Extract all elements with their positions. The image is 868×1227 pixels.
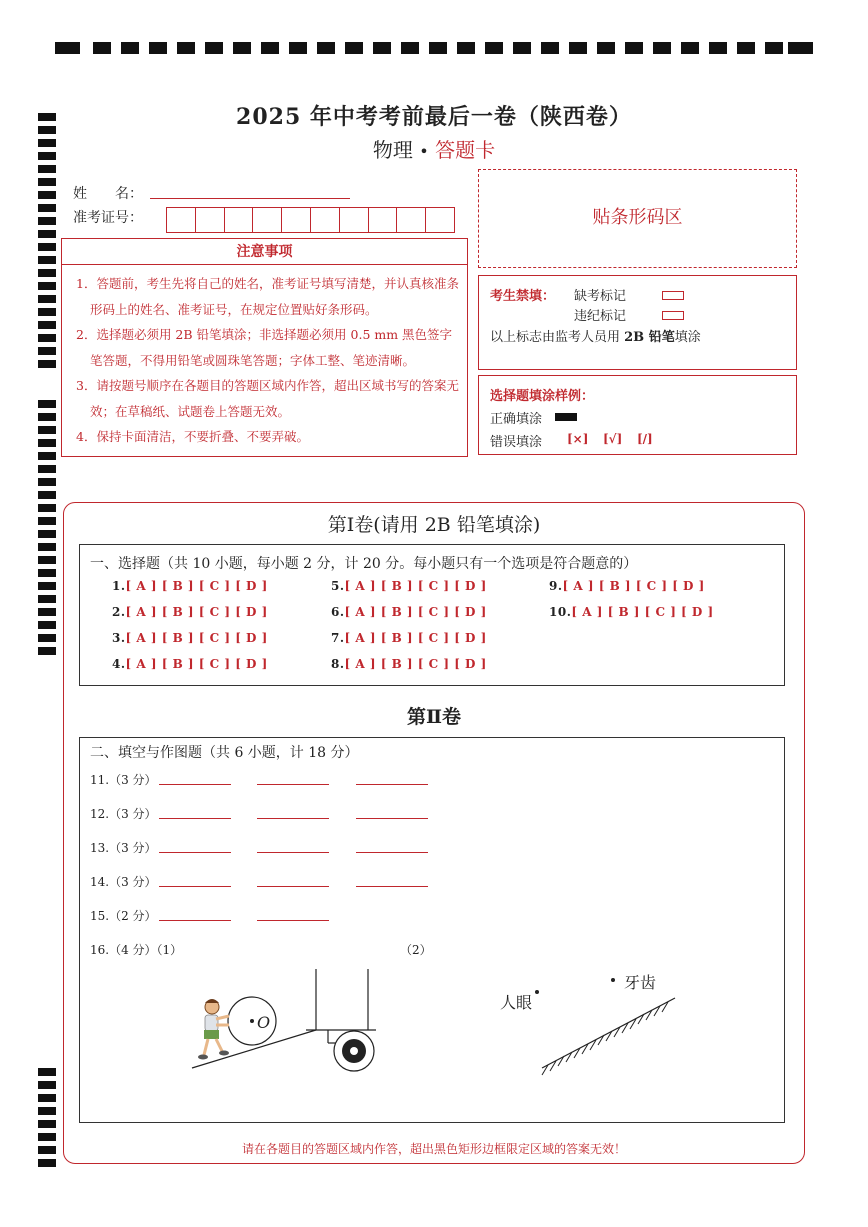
timing-mark xyxy=(38,634,56,642)
answer-line[interactable] xyxy=(356,818,428,819)
timing-mark xyxy=(38,491,56,499)
eye-label: 人眼 xyxy=(500,993,533,1012)
choice-options[interactable]: [ A ] [ B ] [ C ] [ D ] xyxy=(125,657,268,671)
wrong-mark-slash: [/] xyxy=(637,432,653,446)
barcode-area[interactable]: 贴条形码区 xyxy=(478,169,797,268)
answer-line[interactable] xyxy=(257,852,329,853)
choice-row-6[interactable] xyxy=(331,605,487,619)
part1-title: 第Ⅰ卷(请用 2B 铅笔填涂) xyxy=(327,514,541,536)
timing-mark xyxy=(38,269,56,277)
correct-fill-mark xyxy=(555,413,577,421)
forbid-note-prefix: 以上标志由监考人员用 xyxy=(490,330,625,345)
timing-mark xyxy=(38,308,56,316)
choice-row-9[interactable] xyxy=(549,579,705,593)
fill-section-title: 二、填空与作图题（共 6 小题，计 18 分） xyxy=(90,745,359,761)
question-number: 6. xyxy=(331,605,345,619)
part2-title: 第Ⅱ卷 xyxy=(406,706,461,728)
item-11-label: 11.（3 分） xyxy=(90,773,157,787)
timing-mark xyxy=(38,178,56,186)
point-o-label: O xyxy=(257,1013,271,1032)
id-digit-box[interactable] xyxy=(196,208,225,232)
id-label: 准考证号： xyxy=(73,210,143,226)
timing-mark xyxy=(38,217,56,225)
timing-mark xyxy=(38,439,56,447)
sample-title: 选择题填涂样例： xyxy=(490,389,595,404)
violation-mark-box[interactable] xyxy=(662,308,684,323)
timing-mark xyxy=(38,1120,56,1128)
name-field[interactable] xyxy=(150,198,350,199)
choice-row-2[interactable] xyxy=(112,605,268,619)
timing-mark xyxy=(38,360,56,368)
forbid-note-bold: 2B 铅笔 xyxy=(624,330,675,345)
id-number-boxes[interactable] xyxy=(166,207,455,233)
answer-line[interactable] xyxy=(159,920,231,921)
choice-row-3[interactable] xyxy=(112,631,268,645)
timing-mark xyxy=(38,582,56,590)
item-15-label: 15.（2 分） xyxy=(90,909,157,923)
question-number: 1. xyxy=(112,579,126,593)
item-13-label: 13.（3 分） xyxy=(90,841,157,855)
item-12-label: 12.（3 分） xyxy=(90,807,157,821)
subject-label: 物理 xyxy=(372,138,413,162)
timing-mark xyxy=(38,556,56,564)
item-16-sub2-label: （2） xyxy=(400,943,432,957)
tooth-label: 牙齿 xyxy=(624,973,657,992)
choice-options[interactable]: [ A ] [ B ] [ C ] [ D ] xyxy=(571,605,714,619)
timing-mark xyxy=(38,426,56,434)
wrong-mark-cross: [×] xyxy=(567,432,589,446)
notice-title: 注意事项 xyxy=(62,239,467,265)
choice-row-10[interactable] xyxy=(549,605,714,619)
question-number: 10. xyxy=(549,605,572,619)
timing-mark xyxy=(38,647,56,655)
answer-line[interactable] xyxy=(159,886,231,887)
choice-options[interactable]: [ A ] [ B ] [ C ] [ D ] xyxy=(562,579,705,593)
timing-mark xyxy=(38,595,56,603)
id-digit-box[interactable] xyxy=(397,208,426,232)
wrong-fill-label: 错误填涂 xyxy=(490,435,543,450)
timing-mark xyxy=(38,608,56,616)
question-number: 3. xyxy=(112,631,126,645)
id-digit-box[interactable] xyxy=(225,208,254,232)
choice-options[interactable]: [ A ] [ B ] [ C ] [ D ] xyxy=(125,605,268,619)
choice-row-7[interactable] xyxy=(331,631,487,645)
forbid-note xyxy=(490,326,701,345)
timing-mark xyxy=(38,1094,56,1102)
question-number: 4. xyxy=(112,657,126,671)
question-number: 9. xyxy=(549,579,563,593)
timing-mark xyxy=(38,478,56,486)
timing-mark xyxy=(38,569,56,577)
notice-item: 1．答题前，考生先将自己的姓名，准考证号填写清楚，并认真核准条形码上的姓名、准考证号，在规定位置贴好条形码。 xyxy=(76,276,459,317)
notice-item: 3．请按题号顺序在各题目的答题区域内作答，超出区域书写的答案无效；在草稿纸、试题卷上答题无效。 xyxy=(76,378,459,419)
fill-sample-box xyxy=(478,375,797,455)
timing-mark xyxy=(38,452,56,460)
choice-section xyxy=(79,544,785,686)
choice-section-title: 一、选择题（共 10 小题，每小题 2 分，计 20 分。每小题只有一个选项是符合题意的） xyxy=(90,556,638,572)
timing-mark xyxy=(38,295,56,303)
answer-line[interactable] xyxy=(159,784,231,785)
mirror-diagram[interactable] xyxy=(520,968,690,1078)
notice-item: 4．保持卡面清洁，不要折叠、不要弄破。 xyxy=(76,429,309,444)
choice-row-1[interactable] xyxy=(112,579,268,593)
answer-line[interactable] xyxy=(257,818,329,819)
name-label: 姓 名： xyxy=(73,186,143,202)
timing-mark xyxy=(38,1159,56,1167)
timing-mark xyxy=(38,321,56,329)
item-14-label: 14.（3 分） xyxy=(90,875,157,889)
choice-options[interactable]: [ A ] [ B ] [ C ] [ D ] xyxy=(125,579,268,593)
choice-options[interactable]: [ A ] [ B ] [ C ] [ D ] xyxy=(344,605,487,619)
timing-mark xyxy=(38,191,56,199)
incline-diagram[interactable] xyxy=(180,963,390,1078)
choice-options[interactable]: [ A ] [ B ] [ C ] [ D ] xyxy=(344,631,487,645)
fill-section xyxy=(79,737,785,1123)
timing-mark xyxy=(38,621,56,629)
id-digit-box[interactable] xyxy=(167,208,196,232)
question-number: 5. xyxy=(331,579,345,593)
separator-dot: • xyxy=(419,142,429,161)
id-digit-box[interactable] xyxy=(282,208,311,232)
answer-line[interactable] xyxy=(257,886,329,887)
timing-mark xyxy=(38,400,56,408)
violation-mark-label: 违纪标记 xyxy=(574,309,627,324)
id-digit-box[interactable] xyxy=(311,208,340,232)
question-number: 2. xyxy=(112,605,126,619)
timing-mark xyxy=(38,1068,56,1076)
timing-mark xyxy=(38,165,56,173)
choice-row-8[interactable] xyxy=(331,657,487,671)
timing-mark xyxy=(38,1107,56,1115)
absent-mark-box[interactable] xyxy=(662,288,684,303)
timing-mark xyxy=(38,243,56,251)
id-digit-box[interactable] xyxy=(426,208,454,232)
proctor-marks-box xyxy=(478,275,797,370)
forbid-note-suffix: 填涂 xyxy=(674,330,701,345)
answer-line[interactable] xyxy=(159,818,231,819)
page-title: 2025 年中考考前最后一卷（陕西卷） xyxy=(236,104,632,130)
page-subtitle xyxy=(0,134,868,163)
choice-options[interactable]: [ A ] [ B ] [ C ] [ D ] xyxy=(344,657,487,671)
choice-row-4[interactable] xyxy=(112,657,268,671)
notice-box xyxy=(61,238,468,457)
notice-item: 2．选择题必须用 2B 铅笔填涂；非选择题必须用 0.5 mm 黑色签字笔答题，不得用铅笔或圆珠笔答题；字体工整、笔迹清晰。 xyxy=(76,327,453,368)
answer-line[interactable] xyxy=(356,852,428,853)
item-16-label: 16.（4 分）（1） xyxy=(90,943,183,957)
footer-note: 请在各题目的答题区域内作答，超出黑色矩形边框限定区域的答案无效！ xyxy=(241,1142,626,1156)
choice-options[interactable]: [ A ] [ B ] [ C ] [ D ] xyxy=(344,579,487,593)
wrong-mark-check: [√] xyxy=(603,432,623,446)
timing-mark xyxy=(38,465,56,473)
answer-line[interactable] xyxy=(257,920,329,921)
timing-mark xyxy=(38,347,56,355)
choice-options[interactable]: [ A ] [ B ] [ C ] [ D ] xyxy=(125,631,268,645)
forbid-label: 考生禁填： xyxy=(490,289,556,304)
timing-mark xyxy=(38,230,56,238)
answer-line[interactable] xyxy=(159,852,231,853)
id-digit-box[interactable] xyxy=(340,208,369,232)
answer-line[interactable] xyxy=(356,886,428,887)
correct-fill-label: 正确填涂 xyxy=(490,412,543,427)
card-type-label: 答题卡 xyxy=(435,138,496,162)
timing-mark xyxy=(38,413,56,421)
question-number: 7. xyxy=(331,631,345,645)
id-digit-box[interactable] xyxy=(253,208,282,232)
timing-mark xyxy=(38,204,56,212)
timing-mark xyxy=(38,1081,56,1089)
timing-mark xyxy=(38,256,56,264)
question-number: 8. xyxy=(331,657,345,671)
absent-mark-label: 缺考标记 xyxy=(574,289,627,304)
timing-mark xyxy=(38,282,56,290)
timing-mark xyxy=(38,334,56,342)
answer-line[interactable] xyxy=(356,784,428,785)
answer-line[interactable] xyxy=(257,784,329,785)
choice-row-5[interactable] xyxy=(331,579,487,593)
timing-mark xyxy=(38,543,56,551)
id-digit-box[interactable] xyxy=(369,208,398,232)
